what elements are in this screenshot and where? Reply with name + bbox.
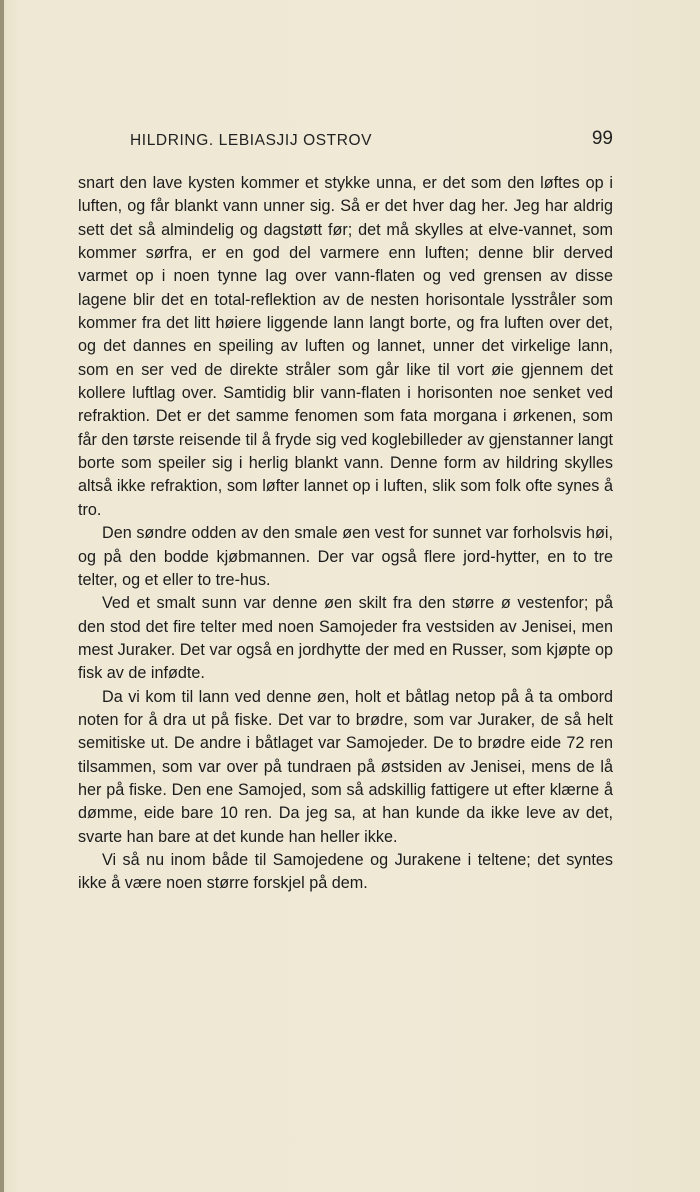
paragraph-continued: snart den lave kysten kommer et stykke unna, er det som den løftes op i luften, og får blankt vann unner sig. Så er det hver dag her. Jeg har aldrig sett det så almindelig og dagstøtt før; det må skylles at elve-vannet, som kommer sørfra, er en god del varmere enn luften; denne blir derved varmet op i noen tynne lag over vann-flaten og ved grensen av disse lagene blir det en total-reflektion av de nesten horisontale lysstråler som kommer fra det litt høiere liggende lann langt borte, og fra luften over det, og det dannes en speiling av luften og lannet, unner det virkelige lann, som en ser ved de direkte stråler som går like til vort øie gjennem det kollere luftlag over. Samtidig blir vann-flaten i horisonten noe senket ved refraktion. Det er det samme fenomen som fata morgana i ørkenen, som får den tørste reisende til å fryde sig ved koglebilleder av gjenstanner langt borte som speiler sig i herlig blankt vann. Denne form av hildring skylles altså ikke refraktion, som løfter lannet op i luften, slik som folk ofte synes å tro.	[78, 174, 613, 519]
page-number: 99	[591, 128, 613, 149]
page-spine-edge	[0, 0, 4, 1192]
paragraph: Da vi kom til lann ved denne øen, holt et båtlag netop på å ta ombord noten for å dra ut på fiske. Det var to brødre, som var Juraker, de så helt semitiske ut. De andre i båtlaget var Samojeder. De to brødre eide 72 ren tilsammen, som var over på tundraen på østsiden av Jenisei, mens de lå her på fiske. Den ene Samojed, som så adskillig fattigere ut efter klærne å dømme, eide bare 10 ren. Da jeg sa, at han kunde da ikke leve av det, svarte han bare at det kunde han heller ikke.	[78, 687, 613, 846]
paragraph: Vi så nu inom både til Samojedene og Jurakene i teltene; det syntes ikke å være noen større forskjel på dem.	[78, 850, 613, 893]
body-text	[78, 172, 613, 896]
page-header	[78, 128, 613, 154]
paragraph: Den søndre odden av den smale øen vest for sunnet var forholsvis høi, og på den bodde kjøbmannen. Der var også flere jord-hytter, en to tre telter, og et eller to tre-hus.	[78, 524, 613, 589]
paragraph: Ved et smalt sunn var denne øen skilt fra den større ø vestenfor; på den stod det fire telter med noen Samojeder fra vestsiden av Jenisei, men mest Juraker. Det var også en jordhytte der med en Russer, som kjøpte op fisk av de infødte.	[78, 594, 613, 683]
running-head: HILDRING. LEBIASJIJ OSTROV	[130, 132, 373, 149]
